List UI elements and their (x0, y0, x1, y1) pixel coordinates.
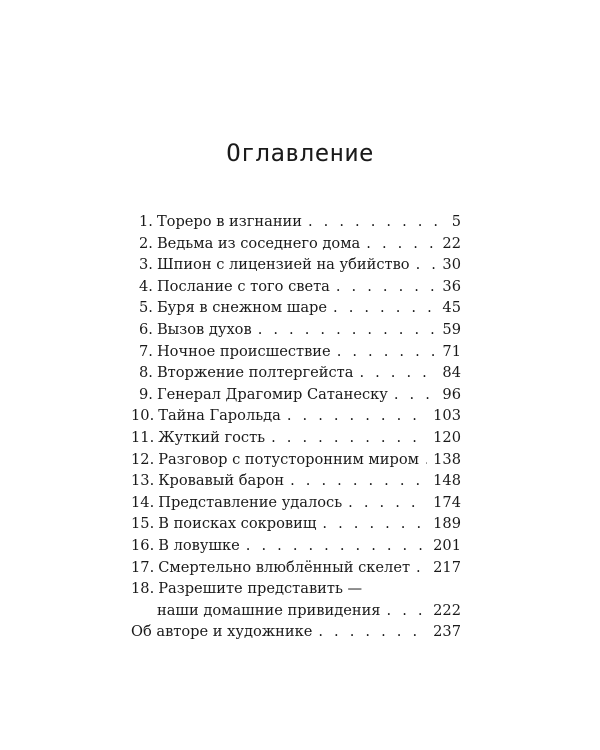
entry-title: Разговор с потусторонним миром (158, 450, 419, 468)
toc-entry-12[interactable] (131, 449, 461, 471)
entry-number: 7. (139, 342, 153, 360)
entry-number: 12. (131, 450, 155, 468)
entry-page: 120 (433, 428, 461, 446)
entry-title: Об авторе и художнике (131, 623, 313, 641)
entry-number: 2. (139, 234, 153, 252)
entry-title: Вызов духов (156, 320, 252, 338)
entry-page: 189 (433, 515, 461, 533)
entry-page: 84 (442, 364, 461, 382)
entry-page: 96 (442, 385, 461, 403)
entry-page: 103 (433, 407, 461, 425)
toc-entry-9[interactable] (131, 384, 461, 406)
entry-number: 17. (131, 558, 155, 576)
entry-number: 10. (131, 407, 155, 425)
toc-entry-15[interactable] (131, 513, 461, 535)
dot-leader (336, 276, 437, 298)
entry-page: 217 (433, 558, 461, 576)
entry-number: 6. (139, 320, 153, 338)
entry-title: Смертельно влюблённый скелет (158, 558, 411, 576)
dot-leader (333, 297, 436, 319)
toc-entry-8[interactable] (131, 362, 461, 384)
toc-entry-18-continued[interactable] (131, 600, 461, 622)
dot-leader (348, 492, 427, 514)
dot-leader (258, 319, 437, 341)
dot-leader (308, 211, 437, 233)
entry-number: 4. (139, 277, 153, 295)
toc-entry-3[interactable] (131, 254, 461, 276)
toc-entry-5[interactable] (131, 297, 461, 319)
entry-page: 237 (433, 623, 461, 641)
entry-number: 1. (139, 213, 153, 230)
entry-number: 9. (139, 385, 153, 403)
entry-title: Тайна Гарольда (158, 407, 281, 425)
entry-title: Кровавый барон (158, 472, 285, 490)
dot-leader (337, 341, 437, 363)
entry-page: 22 (442, 234, 461, 252)
entry-title: Жуткий гость (158, 428, 266, 446)
dot-leader (366, 233, 436, 255)
toc-entry-17[interactable] (131, 557, 461, 579)
entry-title: Буря в снежном шаре (156, 299, 328, 317)
dot-leader (271, 427, 427, 449)
dot-leader (416, 557, 427, 579)
entry-page: 138 (433, 450, 461, 468)
entry-title: Разрешите представить — (158, 580, 363, 598)
entry-page: 36 (442, 277, 461, 295)
entry-number: 13. (131, 472, 155, 490)
entry-page: 222 (433, 601, 461, 619)
entry-title: Ночное происшествие (156, 342, 331, 360)
toc-entry-13[interactable] (131, 470, 461, 492)
dot-leader (290, 470, 427, 492)
entry-page: 5 (451, 213, 461, 230)
dot-leader (318, 621, 427, 643)
entry-page: 148 (433, 472, 461, 490)
entry-title: Генерал Драгомир Сатанеску (156, 385, 388, 403)
toc-entry-10[interactable] (131, 405, 461, 427)
entry-number: 16. (131, 536, 155, 554)
dot-leader (287, 405, 427, 427)
toc-entry-6[interactable] (131, 319, 461, 341)
entry-page: 174 (433, 493, 461, 511)
entry-number: 3. (139, 256, 153, 274)
entry-title: Вторжение полтергейста (156, 364, 354, 382)
entry-number: 5. (139, 299, 153, 317)
entry-number: 14. (131, 493, 155, 511)
dot-leader (425, 449, 427, 471)
entry-number: 11. (131, 428, 155, 446)
toc-entry-about[interactable] (131, 621, 461, 643)
toc-entry-1[interactable] (131, 211, 461, 233)
toc-entry-18[interactable] (131, 578, 461, 600)
page-title: Оглавление (226, 139, 374, 167)
toc-entry-2[interactable] (131, 233, 461, 255)
toc-entry-14[interactable] (131, 492, 461, 514)
dot-leader (416, 254, 437, 276)
entry-title: Тореро в изгнании (156, 213, 302, 230)
entry-title: Представление удалось (158, 493, 343, 511)
entry-title: Шпион с лицензией на убийство (156, 256, 410, 274)
dot-leader (359, 362, 436, 384)
entry-number: 8. (139, 364, 153, 382)
entry-page: 30 (442, 256, 461, 274)
entry-title-continued: наши домашние привидения (157, 601, 381, 619)
dot-leader (322, 513, 427, 535)
dot-leader (394, 384, 437, 406)
entry-title: В ловушке (158, 536, 240, 554)
entry-number: 18. (131, 580, 155, 598)
toc-entry-11[interactable] (131, 427, 461, 449)
toc-entry-7[interactable] (131, 341, 461, 363)
entry-title: Послание с того света (156, 277, 330, 295)
toc-entry-4[interactable] (131, 276, 461, 298)
entry-page: 201 (433, 536, 461, 554)
dot-leader (246, 535, 427, 557)
table-of-contents (131, 211, 461, 643)
entry-page: 45 (442, 299, 461, 317)
dot-leader (387, 600, 428, 622)
entry-page: 59 (442, 320, 461, 338)
entry-title: Ведьма из соседнего дома (156, 234, 361, 252)
entry-number: 15. (131, 515, 155, 533)
toc-entry-16[interactable] (131, 535, 461, 557)
entry-title: В поисках сокровищ (158, 515, 317, 533)
entry-page: 71 (442, 342, 461, 360)
